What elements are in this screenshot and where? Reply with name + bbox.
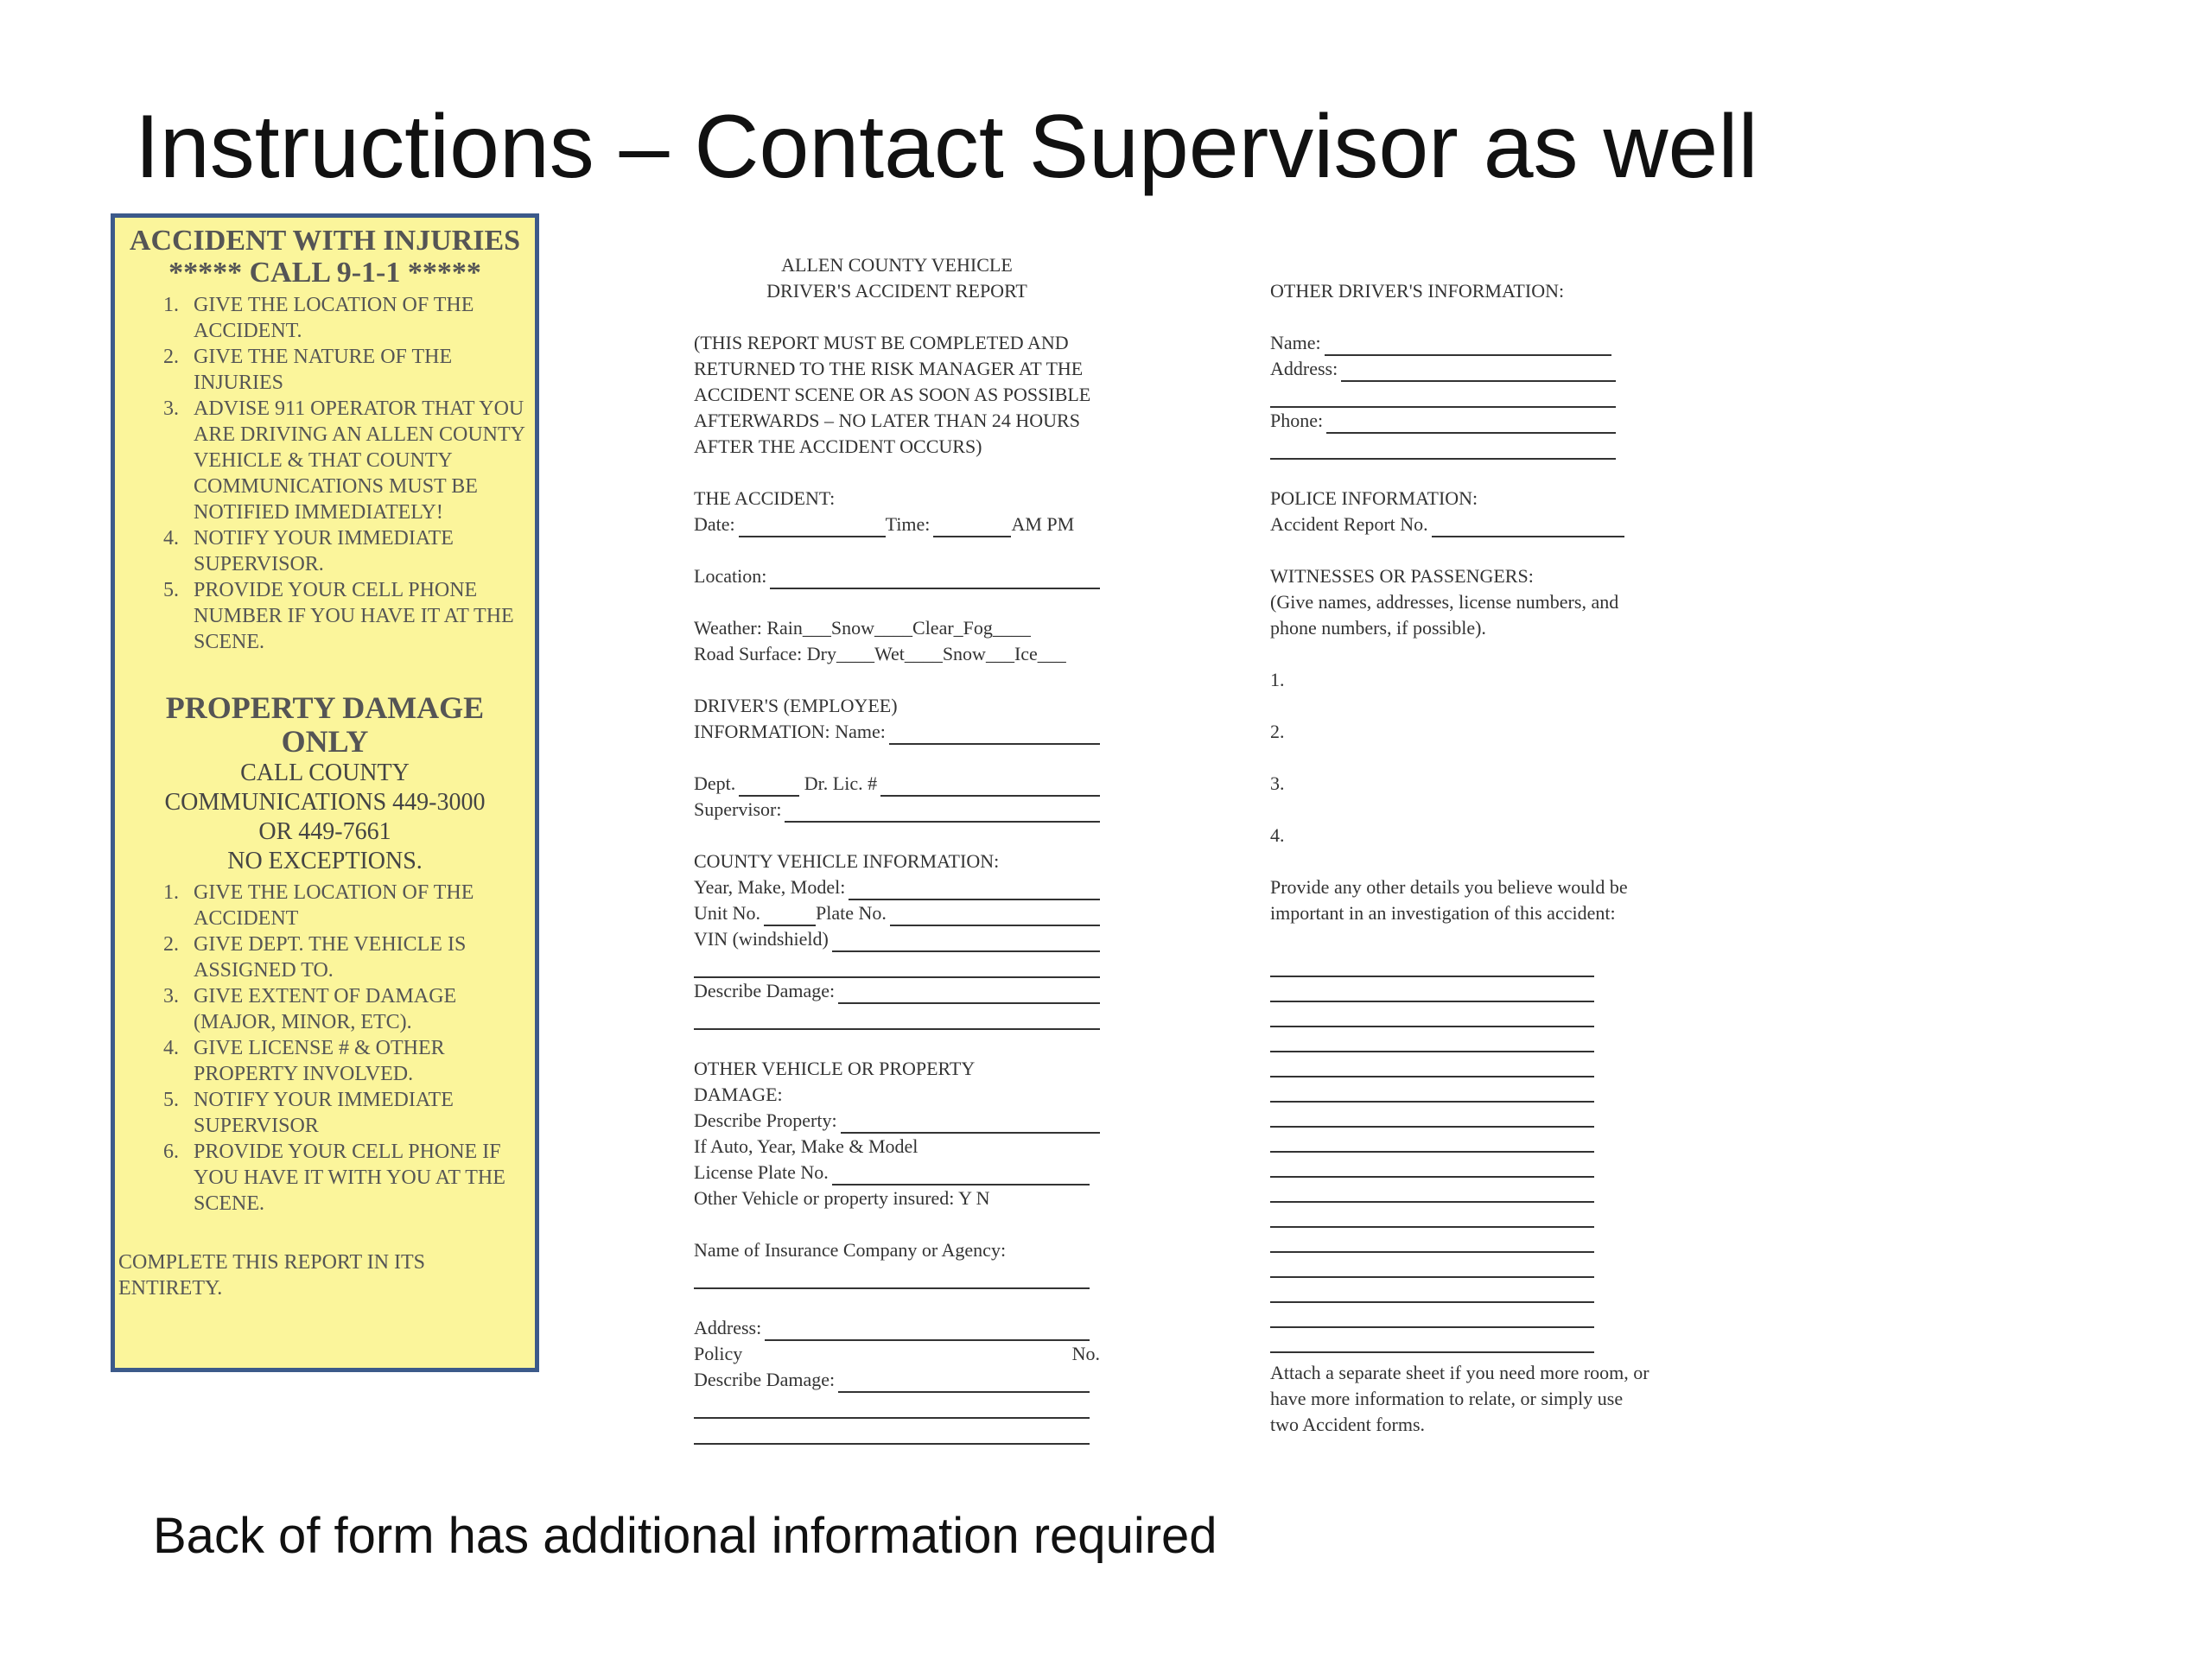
vin-field[interactable]: VIN (windshield) [694, 926, 1100, 952]
property-call-line: CALL COUNTY [240, 760, 410, 786]
blank-line[interactable] [1270, 1328, 1594, 1353]
property-heading: PROPERTY DAMAGE ONLY [165, 690, 485, 759]
blank-line[interactable] [1270, 952, 1594, 977]
form-notice: AFTER THE ACCIDENT OCCURS) [694, 435, 982, 457]
insurance-label: Name of Insurance Company or Agency: [694, 1239, 1007, 1261]
driver-name-field[interactable]: INFORMATION: Name: [694, 719, 1100, 745]
injury-call: ***** CALL 9-1-1 ***** [168, 257, 481, 289]
property-steps-list [122, 880, 528, 1217]
blank-line[interactable] [1270, 1303, 1594, 1328]
blank-line[interactable] [1270, 1077, 1594, 1103]
blank-line[interactable] [694, 952, 1100, 978]
blank-line[interactable] [1270, 1203, 1594, 1228]
location-field[interactable]: Location: [694, 563, 1100, 589]
accident-heading: THE ACCIDENT: [694, 487, 836, 509]
details-lines[interactable] [1270, 952, 1594, 1353]
other-driver-heading: OTHER DRIVER'S INFORMATION: [1270, 280, 1565, 302]
weather-field[interactable]: Weather: Rain___Snow____Clear_Fog____ [694, 617, 1031, 639]
list-item: 5. PROVIDE YOUR CELL PHONE NUMBER IF YOU HAVE IT AT THE SCENE. [163, 579, 514, 653]
describe-property-field[interactable]: Describe Property: [694, 1108, 1100, 1134]
injury-steps-list [122, 292, 528, 655]
if-auto-label: If Auto, Year, Make & Model [694, 1135, 918, 1157]
form-notice: AFTERWARDS – NO LATER THAN 24 HOURS [694, 410, 1080, 431]
property-call-line: OR 449-7661 [258, 818, 391, 845]
license-plate-field[interactable]: License Plate No. [694, 1160, 1100, 1185]
other-vehicle-heading: DAMAGE: [694, 1084, 783, 1105]
form-notice: ACCIDENT SCENE OR AS SOON AS POSSIBLE [694, 384, 1091, 405]
witness-number[interactable]: 4. [1270, 824, 1285, 846]
blank-line[interactable] [1270, 1103, 1594, 1128]
witness-number[interactable]: 3. [1270, 772, 1285, 794]
county-vehicle-heading: COUNTY VEHICLE INFORMATION: [694, 850, 1000, 872]
other-vehicle-heading: OTHER VEHICLE OR PROPERTY [694, 1058, 976, 1079]
other-driver-phone-field[interactable]: Phone: [1270, 408, 1616, 434]
blank-line[interactable] [1270, 382, 1616, 408]
other-driver-address-field[interactable]: Address: [1270, 356, 1616, 382]
unit-plate-field[interactable]: Unit No. Plate No. [694, 900, 1100, 926]
road-surface-field[interactable]: Road Surface: Dry____Wet____Snow___Ice___ [694, 643, 1066, 664]
date-time-field[interactable]: Date: Time: AM PM [694, 512, 1100, 537]
blank-line[interactable] [1270, 1178, 1594, 1203]
dept-license-field[interactable]: Dept. Dr. Lic. # [694, 771, 1100, 797]
witness-number[interactable]: 1. [1270, 669, 1285, 690]
attach-note: have more information to relate, or simply use [1270, 1388, 1624, 1409]
blank-line[interactable] [694, 1004, 1100, 1030]
blank-line[interactable] [1270, 1278, 1594, 1303]
blank-line[interactable] [1270, 1052, 1594, 1077]
witness-note: phone numbers, if possible). [1270, 617, 1486, 639]
damage-field[interactable]: Describe Damage: [694, 978, 1100, 1004]
blank-line[interactable] [1270, 434, 1616, 460]
driver-heading: DRIVER'S (EMPLOYEE) [694, 695, 898, 716]
witness-heading: WITNESSES OR PASSENGERS: [1270, 565, 1534, 587]
list-item: 3. ADVISE 911 OPERATOR THAT YOU ARE DRIVING AN ALLEN COUNTY VEHICLE & THAT COUNTY COMMUNICATIONS MUST BE NOTIFIED IMMEDIATELY! [163, 397, 525, 524]
accident-report-form-left [694, 252, 1100, 1445]
blank-line[interactable] [694, 1419, 1090, 1445]
blank-line[interactable] [694, 1263, 1090, 1289]
attach-note: Attach a separate sheet if you need more room, or [1270, 1362, 1649, 1383]
address-field[interactable]: Address: [694, 1315, 1100, 1341]
police-heading: POLICE INFORMATION: [1270, 487, 1478, 509]
damage-field[interactable]: Describe Damage: [694, 1367, 1100, 1393]
property-call-line: COMMUNICATIONS 449-3000 [164, 789, 486, 816]
injury-heading: ACCIDENT WITH INJURIES [129, 225, 521, 257]
list-item: 5. NOTIFY YOUR IMMEDIATE SUPERVISOR [163, 1089, 454, 1137]
list-item: 4. NOTIFY YOUR IMMEDIATE SUPERVISOR. [163, 527, 454, 575]
details-prompt: Provide any other details you believe would be [1270, 876, 1628, 898]
blank-line[interactable] [1270, 1027, 1594, 1052]
attach-note: two Accident forms. [1270, 1414, 1426, 1435]
policy-field[interactable]: Policy No. [694, 1343, 1100, 1364]
details-prompt: important in an investigation of this accident: [1270, 902, 1616, 924]
complete-note: COMPLETE THIS REPORT IN ITS ENTIRETY. [118, 1251, 426, 1300]
footer-note: Back of form has additional information required [153, 1508, 1217, 1564]
insured-field[interactable]: Other Vehicle or property insured: Y N [694, 1187, 990, 1209]
property-call-line: NO EXCEPTIONS. [227, 848, 423, 874]
report-number-field[interactable]: Accident Report No. [1270, 512, 1624, 537]
blank-line[interactable] [1270, 1128, 1594, 1153]
blank-line[interactable] [694, 1393, 1090, 1419]
supervisor-field[interactable]: Supervisor: [694, 797, 1100, 823]
list-item: 6. PROVIDE YOUR CELL PHONE IF YOU HAVE IT WITH YOU AT THE SCENE. [163, 1141, 505, 1215]
witness-note: (Give names, addresses, license numbers, and [1270, 591, 1619, 613]
form-notice: RETURNED TO THE RISK MANAGER AT THE [694, 358, 1084, 379]
instruction-card [111, 213, 539, 1372]
list-item: 1. GIVE THE LOCATION OF THE ACCIDENT [163, 881, 474, 930]
year-make-field[interactable]: Year, Make, Model: [694, 874, 1100, 900]
accident-report-form-right [1270, 278, 1698, 1438]
list-item: 2. GIVE THE NATURE OF THE INJURIES [163, 346, 453, 394]
slide-title: Instructions – Contact Supervisor as well [135, 97, 1758, 197]
list-item: 2. GIVE DEPT. THE VEHICLE IS ASSIGNED TO. [163, 933, 467, 982]
blank-line[interactable] [1270, 1228, 1594, 1253]
list-item: 1. GIVE THE LOCATION OF THE ACCIDENT. [163, 294, 474, 342]
blank-line[interactable] [1270, 977, 1594, 1002]
witness-number[interactable]: 2. [1270, 721, 1285, 742]
form-notice: (THIS REPORT MUST BE COMPLETED AND [694, 332, 1069, 353]
blank-line[interactable] [1270, 1253, 1594, 1278]
blank-line[interactable] [1270, 1002, 1594, 1027]
form-title: DRIVER'S ACCIDENT REPORT [766, 280, 1027, 302]
form-title: ALLEN COUNTY VEHICLE [781, 254, 1013, 276]
list-item: 4. GIVE LICENSE # & OTHER PROPERTY INVOLVED. [163, 1037, 445, 1085]
other-driver-name-field[interactable]: Name: [1270, 330, 1611, 356]
blank-line[interactable] [1270, 1153, 1594, 1178]
list-item: 3. GIVE EXTENT OF DAMAGE (MAJOR, MINOR, ETC). [163, 985, 457, 1033]
